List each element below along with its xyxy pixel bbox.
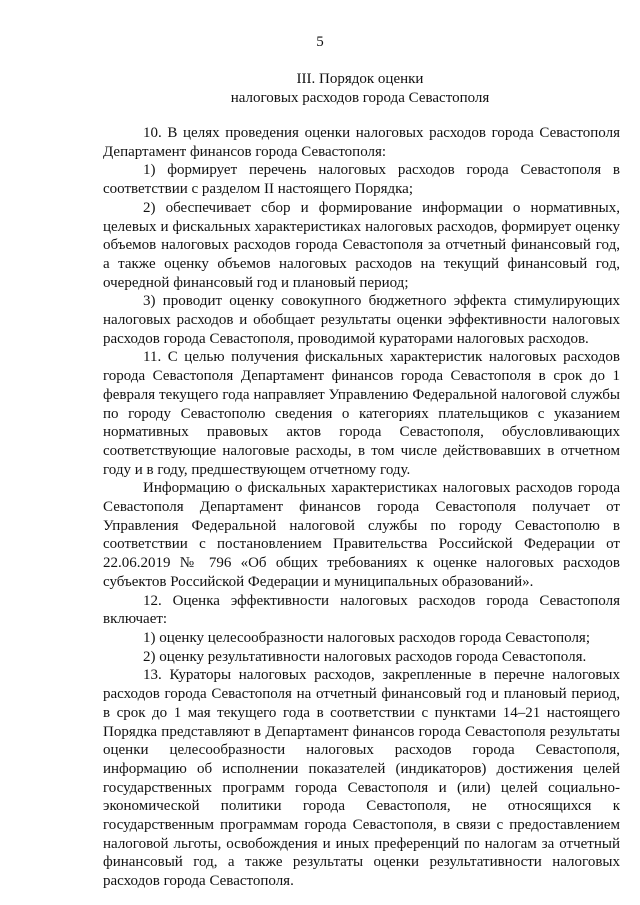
paragraph-11: 11. С целью получения фискальных характеристик налоговых расходов города Севастополя Департамент финансов города Севастополя в срок до 1 февраля текущего года направляет Управлению Федеральной налоговой службы по городу Севастополю сведения о категориях плательщиков с указанием нормативных правовых актов города Севастополя, обусловливающих соответствующие налоговые расходы, в том числе действовавших в отчетном году и в году, предшествующем отчетному году. [103,349,620,478]
paragraph-11-continued: Информацию о фискальных характеристиках налоговых расходов города Севастополя Департамент финансов города Севастополя получает от Управления Федеральной налоговой службы по городу Севастополю в соответствии с постановлением Правительства Российской Федерации от 22.06.2019 № 796 «Об общих требованиях к оценке налоговых расходов субъектов Российской Федерации и муниципальных образований». [103,480,620,590]
paragraph-10-item-1: 1) формирует перечень налоговых расходов города Севастополя в соответствии с разделом II настоящего Порядка; [103,162,620,198]
paragraph-10-item-2: 2) обеспечивает сбор и формирование информации о нормативных, целевых и фискальных характеристиках налоговых расходов, формирует оценку объемов налоговых расходов города Севастополя за отчетный финансовый год, а также оценку объемов налоговых расходов на текущий финансовый год, очередной финансовый год и плановый период; [103,199,620,291]
document-body [103,124,620,891]
paragraph-12-item-2: 2) оценку результативности налоговых расходов города Севастополя. [143,648,587,665]
section-title-line-2: налоговых расходов города Севастополя [230,90,490,106]
section-heading [100,70,620,108]
section-title-line-1: III. Порядок оценки [296,71,424,87]
paragraph-13: 13. Кураторы налоговых расходов, закрепленные в перечне налоговых расходов города Севастополя на отчетный финансовый год и плановый период, в срок до 1 мая текущего года в соответствии с пунктами 14–21 настоящего Порядка представляют в Департамент финансов города Севастополя результаты оценки целесообразности налоговых расходов города Севастополя, информацию об исполнении показателей (индикаторов) достижения целей государственных программ города Севастополя и (или) целей социально-экономической политики города Севастополя, не относящихся к государственным программам города Севастополя, в связи с предоставлением налоговой льготы, освобождения и иных преференций по налогам за отчетный финансовый год, а также результаты оценки результативности налоговых расходов города Севастополя. [103,667,620,890]
paragraph-12-item-1: 1) оценку целесообразности налоговых расходов города Севастополя; [143,629,590,646]
page-number: 5 [316,34,324,50]
paragraph-10: 10. В целях проведения оценки налоговых расходов города Севастополя Департамент финансов города Севастополя: [103,125,620,160]
paragraph-10-item-3: 3) проводит оценку совокупного бюджетного эффекта стимулирующих налоговых расходов и обобщает результаты оценки эффективности налоговых расходов города Севастополя, проводимой кураторами налоговых расходов. [103,293,620,347]
paragraph-12: 12. Оценка эффективности налоговых расходов города Севастополя включает: [103,592,620,628]
